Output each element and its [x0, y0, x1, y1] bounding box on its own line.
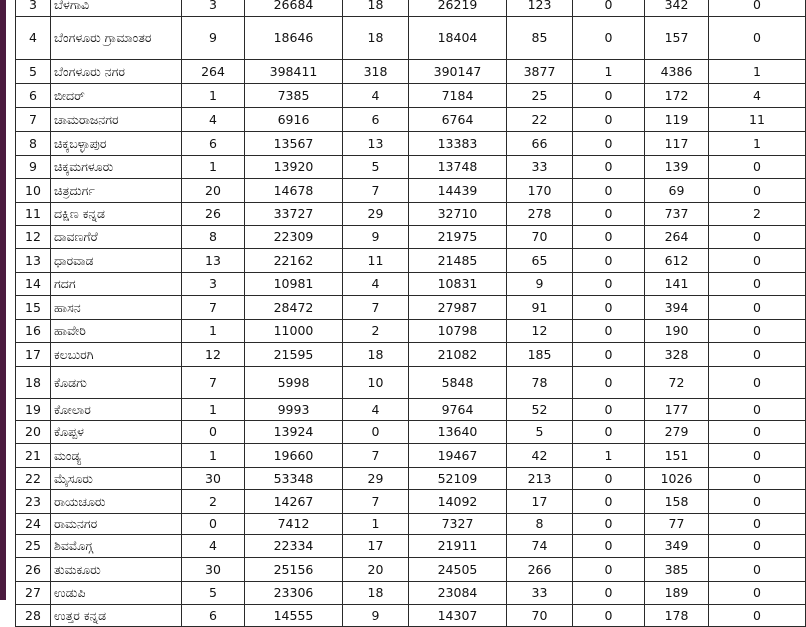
serial-number-cell: 10: [16, 179, 51, 203]
value-cell: 0: [573, 582, 645, 605]
value-cell: 0: [709, 179, 806, 203]
value-cell: 11: [709, 108, 806, 132]
table-row: [16, 156, 806, 179]
value-cell: 11: [343, 249, 409, 273]
district-name-cell: ಗದಗ: [51, 273, 182, 296]
value-cell: 30: [182, 468, 245, 490]
value-cell: 157: [645, 17, 709, 60]
value-cell: 0: [709, 558, 806, 582]
value-cell: 612: [645, 249, 709, 273]
table-row: [16, 514, 806, 535]
value-cell: 4: [343, 273, 409, 296]
value-cell: 13924: [245, 421, 343, 444]
table-row: [16, 468, 806, 490]
serial-number-cell: 19: [16, 399, 51, 421]
table-row: [16, 343, 806, 367]
value-cell: 213: [507, 468, 573, 490]
value-cell: 33: [507, 156, 573, 179]
district-name-cell: ಬೀದರ್: [51, 84, 182, 108]
value-cell: 29: [343, 468, 409, 490]
value-cell: 0: [182, 514, 245, 535]
table-row: [16, 203, 806, 226]
serial-number-cell: 13: [16, 249, 51, 273]
value-cell: 11000: [245, 320, 343, 343]
value-cell: 12: [182, 343, 245, 367]
value-cell: 85: [507, 17, 573, 60]
value-cell: 17: [507, 490, 573, 514]
value-cell: 390147: [409, 60, 507, 84]
value-cell: 0: [709, 17, 806, 60]
value-cell: 737: [645, 203, 709, 226]
value-cell: 14555: [245, 605, 343, 627]
value-cell: 2: [709, 203, 806, 226]
value-cell: 9: [507, 273, 573, 296]
serial-number-cell: 4: [16, 17, 51, 60]
district-name-cell: ಕೊಡಗು: [51, 367, 182, 399]
value-cell: 0: [709, 273, 806, 296]
value-cell: 0: [573, 421, 645, 444]
value-cell: 21975: [409, 226, 507, 249]
table-row: [16, 108, 806, 132]
value-cell: 26219: [409, 0, 507, 17]
value-cell: 0: [182, 421, 245, 444]
value-cell: 1: [182, 320, 245, 343]
value-cell: 6916: [245, 108, 343, 132]
value-cell: 328: [645, 343, 709, 367]
value-cell: 266: [507, 558, 573, 582]
value-cell: 0: [573, 558, 645, 582]
value-cell: 1: [182, 156, 245, 179]
value-cell: 13748: [409, 156, 507, 179]
document-page: [15, 0, 765, 623]
district-name-cell: ಚಾಮರಾಜನಗರ: [51, 108, 182, 132]
value-cell: 6: [182, 132, 245, 156]
value-cell: 0: [709, 490, 806, 514]
serial-number-cell: 23: [16, 490, 51, 514]
value-cell: 26: [182, 203, 245, 226]
value-cell: 22334: [245, 535, 343, 558]
value-cell: 1: [709, 132, 806, 156]
serial-number-cell: 15: [16, 296, 51, 320]
district-name-cell: ತುಮಕೂರು: [51, 558, 182, 582]
table-row: [16, 558, 806, 582]
value-cell: 0: [709, 296, 806, 320]
value-cell: 0: [709, 249, 806, 273]
value-cell: 72: [645, 367, 709, 399]
value-cell: 7327: [409, 514, 507, 535]
serial-number-cell: 28: [16, 605, 51, 627]
table-row: [16, 535, 806, 558]
value-cell: 0: [573, 490, 645, 514]
serial-number-cell: 11: [16, 203, 51, 226]
table-row: [16, 444, 806, 468]
value-cell: 23084: [409, 582, 507, 605]
value-cell: 6764: [409, 108, 507, 132]
serial-number-cell: 6: [16, 84, 51, 108]
value-cell: 18: [343, 343, 409, 367]
value-cell: 10981: [245, 273, 343, 296]
value-cell: 7: [343, 179, 409, 203]
value-cell: 10831: [409, 273, 507, 296]
value-cell: 0: [709, 468, 806, 490]
district-name-cell: ಹಾವೇರಿ: [51, 320, 182, 343]
value-cell: 0: [573, 343, 645, 367]
value-cell: 53348: [245, 468, 343, 490]
value-cell: 141: [645, 273, 709, 296]
value-cell: 0: [709, 421, 806, 444]
value-cell: 6: [182, 605, 245, 627]
serial-number-cell: 12: [16, 226, 51, 249]
value-cell: 19467: [409, 444, 507, 468]
value-cell: 14307: [409, 605, 507, 627]
value-cell: 178: [645, 605, 709, 627]
value-cell: 172: [645, 84, 709, 108]
table-row: [16, 582, 806, 605]
district-name-cell: ದಕ್ಷಿಣ ಕನ್ನಡ: [51, 203, 182, 226]
district-name-cell: ಚಿಕ್ಕಮಗಳೂರು: [51, 156, 182, 179]
value-cell: 9764: [409, 399, 507, 421]
value-cell: 0: [709, 320, 806, 343]
value-cell: 10798: [409, 320, 507, 343]
value-cell: 27987: [409, 296, 507, 320]
value-cell: 7: [343, 490, 409, 514]
value-cell: 20: [343, 558, 409, 582]
value-cell: 91: [507, 296, 573, 320]
value-cell: 264: [182, 60, 245, 84]
value-cell: 158: [645, 490, 709, 514]
table-row: [16, 490, 806, 514]
value-cell: 18: [343, 17, 409, 60]
value-cell: 117: [645, 132, 709, 156]
district-statistics-table: [15, 0, 806, 627]
table-row: [16, 179, 806, 203]
value-cell: 4: [343, 399, 409, 421]
value-cell: 4: [343, 84, 409, 108]
district-name-cell: ಕಲಬುರಗಿ: [51, 343, 182, 367]
serial-number-cell: 22: [16, 468, 51, 490]
value-cell: 29: [343, 203, 409, 226]
value-cell: 279: [645, 421, 709, 444]
value-cell: 0: [573, 84, 645, 108]
value-cell: 5: [507, 421, 573, 444]
value-cell: 0: [573, 17, 645, 60]
serial-number-cell: 14: [16, 273, 51, 296]
value-cell: 394: [645, 296, 709, 320]
district-name-cell: ಧಾರವಾಡ: [51, 249, 182, 273]
district-name-cell: ಉತ್ತರ ಕನ್ನಡ: [51, 605, 182, 627]
value-cell: 5998: [245, 367, 343, 399]
value-cell: 0: [573, 514, 645, 535]
value-cell: 0: [573, 203, 645, 226]
value-cell: 1: [182, 84, 245, 108]
value-cell: 5: [182, 582, 245, 605]
serial-number-cell: 5: [16, 60, 51, 84]
value-cell: 8: [507, 514, 573, 535]
serial-number-cell: 8: [16, 132, 51, 156]
serial-number-cell: 9: [16, 156, 51, 179]
value-cell: 349: [645, 535, 709, 558]
left-accent-bar: [0, 0, 6, 600]
value-cell: 70: [507, 605, 573, 627]
value-cell: 7412: [245, 514, 343, 535]
value-cell: 9: [343, 226, 409, 249]
value-cell: 77: [645, 514, 709, 535]
value-cell: 33: [507, 582, 573, 605]
table-row: [16, 60, 806, 84]
value-cell: 18: [343, 0, 409, 17]
value-cell: 0: [573, 0, 645, 17]
value-cell: 13567: [245, 132, 343, 156]
value-cell: 0: [343, 421, 409, 444]
value-cell: 24505: [409, 558, 507, 582]
value-cell: 318: [343, 60, 409, 84]
value-cell: 18646: [245, 17, 343, 60]
table-row: [16, 320, 806, 343]
table-row: [16, 84, 806, 108]
value-cell: 7: [343, 444, 409, 468]
value-cell: 185: [507, 343, 573, 367]
value-cell: 1: [343, 514, 409, 535]
value-cell: 0: [573, 156, 645, 179]
value-cell: 0: [573, 468, 645, 490]
value-cell: 3: [182, 273, 245, 296]
value-cell: 17: [343, 535, 409, 558]
serial-number-cell: 3: [16, 0, 51, 17]
value-cell: 9: [182, 17, 245, 60]
value-cell: 0: [573, 226, 645, 249]
value-cell: 123: [507, 0, 573, 17]
table-row: [16, 226, 806, 249]
value-cell: 18404: [409, 17, 507, 60]
value-cell: 13640: [409, 421, 507, 444]
table-row: [16, 367, 806, 399]
value-cell: 21595: [245, 343, 343, 367]
district-name-cell: ಬೆಂಗಳೂರು ನಗರ: [51, 60, 182, 84]
value-cell: 278: [507, 203, 573, 226]
value-cell: 33727: [245, 203, 343, 226]
value-cell: 32710: [409, 203, 507, 226]
district-name-cell: ಉಡುಪಿ: [51, 582, 182, 605]
value-cell: 0: [709, 0, 806, 17]
value-cell: 0: [709, 582, 806, 605]
district-name-cell: ಬೆಂಗಳೂರು ಗ್ರಾಮಾಂತರ: [51, 17, 182, 60]
value-cell: 19660: [245, 444, 343, 468]
value-cell: 0: [573, 108, 645, 132]
value-cell: 0: [573, 179, 645, 203]
value-cell: 20: [182, 179, 245, 203]
value-cell: 4: [182, 535, 245, 558]
value-cell: 1026: [645, 468, 709, 490]
serial-number-cell: 27: [16, 582, 51, 605]
value-cell: 10: [343, 367, 409, 399]
table-body: [16, 0, 806, 627]
district-name-cell: ಮೈಸೂರು: [51, 468, 182, 490]
value-cell: 14267: [245, 490, 343, 514]
value-cell: 0: [573, 273, 645, 296]
table-row: [16, 17, 806, 60]
value-cell: 0: [573, 399, 645, 421]
value-cell: 21911: [409, 535, 507, 558]
value-cell: 26684: [245, 0, 343, 17]
district-name-cell: ದಾವಣಗೆರೆ: [51, 226, 182, 249]
value-cell: 13383: [409, 132, 507, 156]
table-row: [16, 296, 806, 320]
value-cell: 69: [645, 179, 709, 203]
value-cell: 14678: [245, 179, 343, 203]
value-cell: 22309: [245, 226, 343, 249]
value-cell: 66: [507, 132, 573, 156]
value-cell: 0: [709, 514, 806, 535]
value-cell: 4: [182, 108, 245, 132]
value-cell: 52: [507, 399, 573, 421]
district-name-cell: ರಾಮನಗರ: [51, 514, 182, 535]
value-cell: 7: [182, 296, 245, 320]
serial-number-cell: 18: [16, 367, 51, 399]
value-cell: 5848: [409, 367, 507, 399]
table-row: [16, 273, 806, 296]
value-cell: 0: [709, 343, 806, 367]
value-cell: 14439: [409, 179, 507, 203]
value-cell: 385: [645, 558, 709, 582]
value-cell: 151: [645, 444, 709, 468]
value-cell: 22162: [245, 249, 343, 273]
value-cell: 13920: [245, 156, 343, 179]
value-cell: 0: [709, 399, 806, 421]
value-cell: 8: [182, 226, 245, 249]
value-cell: 30: [182, 558, 245, 582]
value-cell: 70: [507, 226, 573, 249]
value-cell: 1: [709, 60, 806, 84]
table-row: [16, 249, 806, 273]
value-cell: 2: [182, 490, 245, 514]
district-name-cell: ಹಾಸನ: [51, 296, 182, 320]
value-cell: 21485: [409, 249, 507, 273]
serial-number-cell: 16: [16, 320, 51, 343]
value-cell: 4: [709, 84, 806, 108]
value-cell: 1: [182, 444, 245, 468]
value-cell: 5: [343, 156, 409, 179]
serial-number-cell: 25: [16, 535, 51, 558]
serial-number-cell: 7: [16, 108, 51, 132]
value-cell: 1: [573, 444, 645, 468]
district-name-cell: ಬೆಳಗಾವಿ: [51, 0, 182, 17]
value-cell: 0: [573, 367, 645, 399]
value-cell: 12: [507, 320, 573, 343]
table-row: [16, 0, 806, 17]
table-row: [16, 421, 806, 444]
value-cell: 25156: [245, 558, 343, 582]
value-cell: 14092: [409, 490, 507, 514]
serial-number-cell: 17: [16, 343, 51, 367]
value-cell: 0: [573, 296, 645, 320]
value-cell: 4386: [645, 60, 709, 84]
value-cell: 7184: [409, 84, 507, 108]
value-cell: 23306: [245, 582, 343, 605]
value-cell: 28472: [245, 296, 343, 320]
serial-number-cell: 21: [16, 444, 51, 468]
value-cell: 52109: [409, 468, 507, 490]
value-cell: 0: [709, 226, 806, 249]
district-name-cell: ಚಿಕ್ಕಬಳ್ಳಾಪುರ: [51, 132, 182, 156]
value-cell: 1: [182, 399, 245, 421]
district-name-cell: ಕೊಪ್ಪಳ: [51, 421, 182, 444]
district-name-cell: ಮಂಡ್ಯ: [51, 444, 182, 468]
value-cell: 170: [507, 179, 573, 203]
value-cell: 177: [645, 399, 709, 421]
value-cell: 342: [645, 0, 709, 17]
serial-number-cell: 26: [16, 558, 51, 582]
value-cell: 0: [709, 535, 806, 558]
value-cell: 9: [343, 605, 409, 627]
value-cell: 22: [507, 108, 573, 132]
value-cell: 0: [709, 367, 806, 399]
table-row: [16, 132, 806, 156]
value-cell: 21082: [409, 343, 507, 367]
value-cell: 189: [645, 582, 709, 605]
value-cell: 0: [709, 156, 806, 179]
value-cell: 9993: [245, 399, 343, 421]
value-cell: 0: [573, 320, 645, 343]
value-cell: 0: [573, 132, 645, 156]
value-cell: 0: [573, 535, 645, 558]
district-name-cell: ರಾಯಚೂರು: [51, 490, 182, 514]
value-cell: 7: [343, 296, 409, 320]
serial-number-cell: 20: [16, 421, 51, 444]
value-cell: 6: [343, 108, 409, 132]
value-cell: 74: [507, 535, 573, 558]
value-cell: 25: [507, 84, 573, 108]
value-cell: 1: [573, 60, 645, 84]
value-cell: 119: [645, 108, 709, 132]
value-cell: 3877: [507, 60, 573, 84]
value-cell: 190: [645, 320, 709, 343]
value-cell: 2: [343, 320, 409, 343]
district-name-cell: ಶಿವಮೊಗ್ಗ: [51, 535, 182, 558]
value-cell: 0: [573, 249, 645, 273]
value-cell: 7385: [245, 84, 343, 108]
table-row: [16, 399, 806, 421]
value-cell: 7: [182, 367, 245, 399]
serial-number-cell: 24: [16, 514, 51, 535]
value-cell: 398411: [245, 60, 343, 84]
value-cell: 264: [645, 226, 709, 249]
value-cell: 3: [182, 0, 245, 17]
value-cell: 0: [709, 444, 806, 468]
value-cell: 0: [709, 605, 806, 627]
value-cell: 18: [343, 582, 409, 605]
district-name-cell: ಚಿತ್ರದುರ್ಗ: [51, 179, 182, 203]
value-cell: 42: [507, 444, 573, 468]
table-row: [16, 605, 806, 627]
value-cell: 0: [573, 605, 645, 627]
value-cell: 139: [645, 156, 709, 179]
value-cell: 65: [507, 249, 573, 273]
value-cell: 13: [343, 132, 409, 156]
district-name-cell: ಕೋಲಾರ: [51, 399, 182, 421]
value-cell: 13: [182, 249, 245, 273]
value-cell: 78: [507, 367, 573, 399]
